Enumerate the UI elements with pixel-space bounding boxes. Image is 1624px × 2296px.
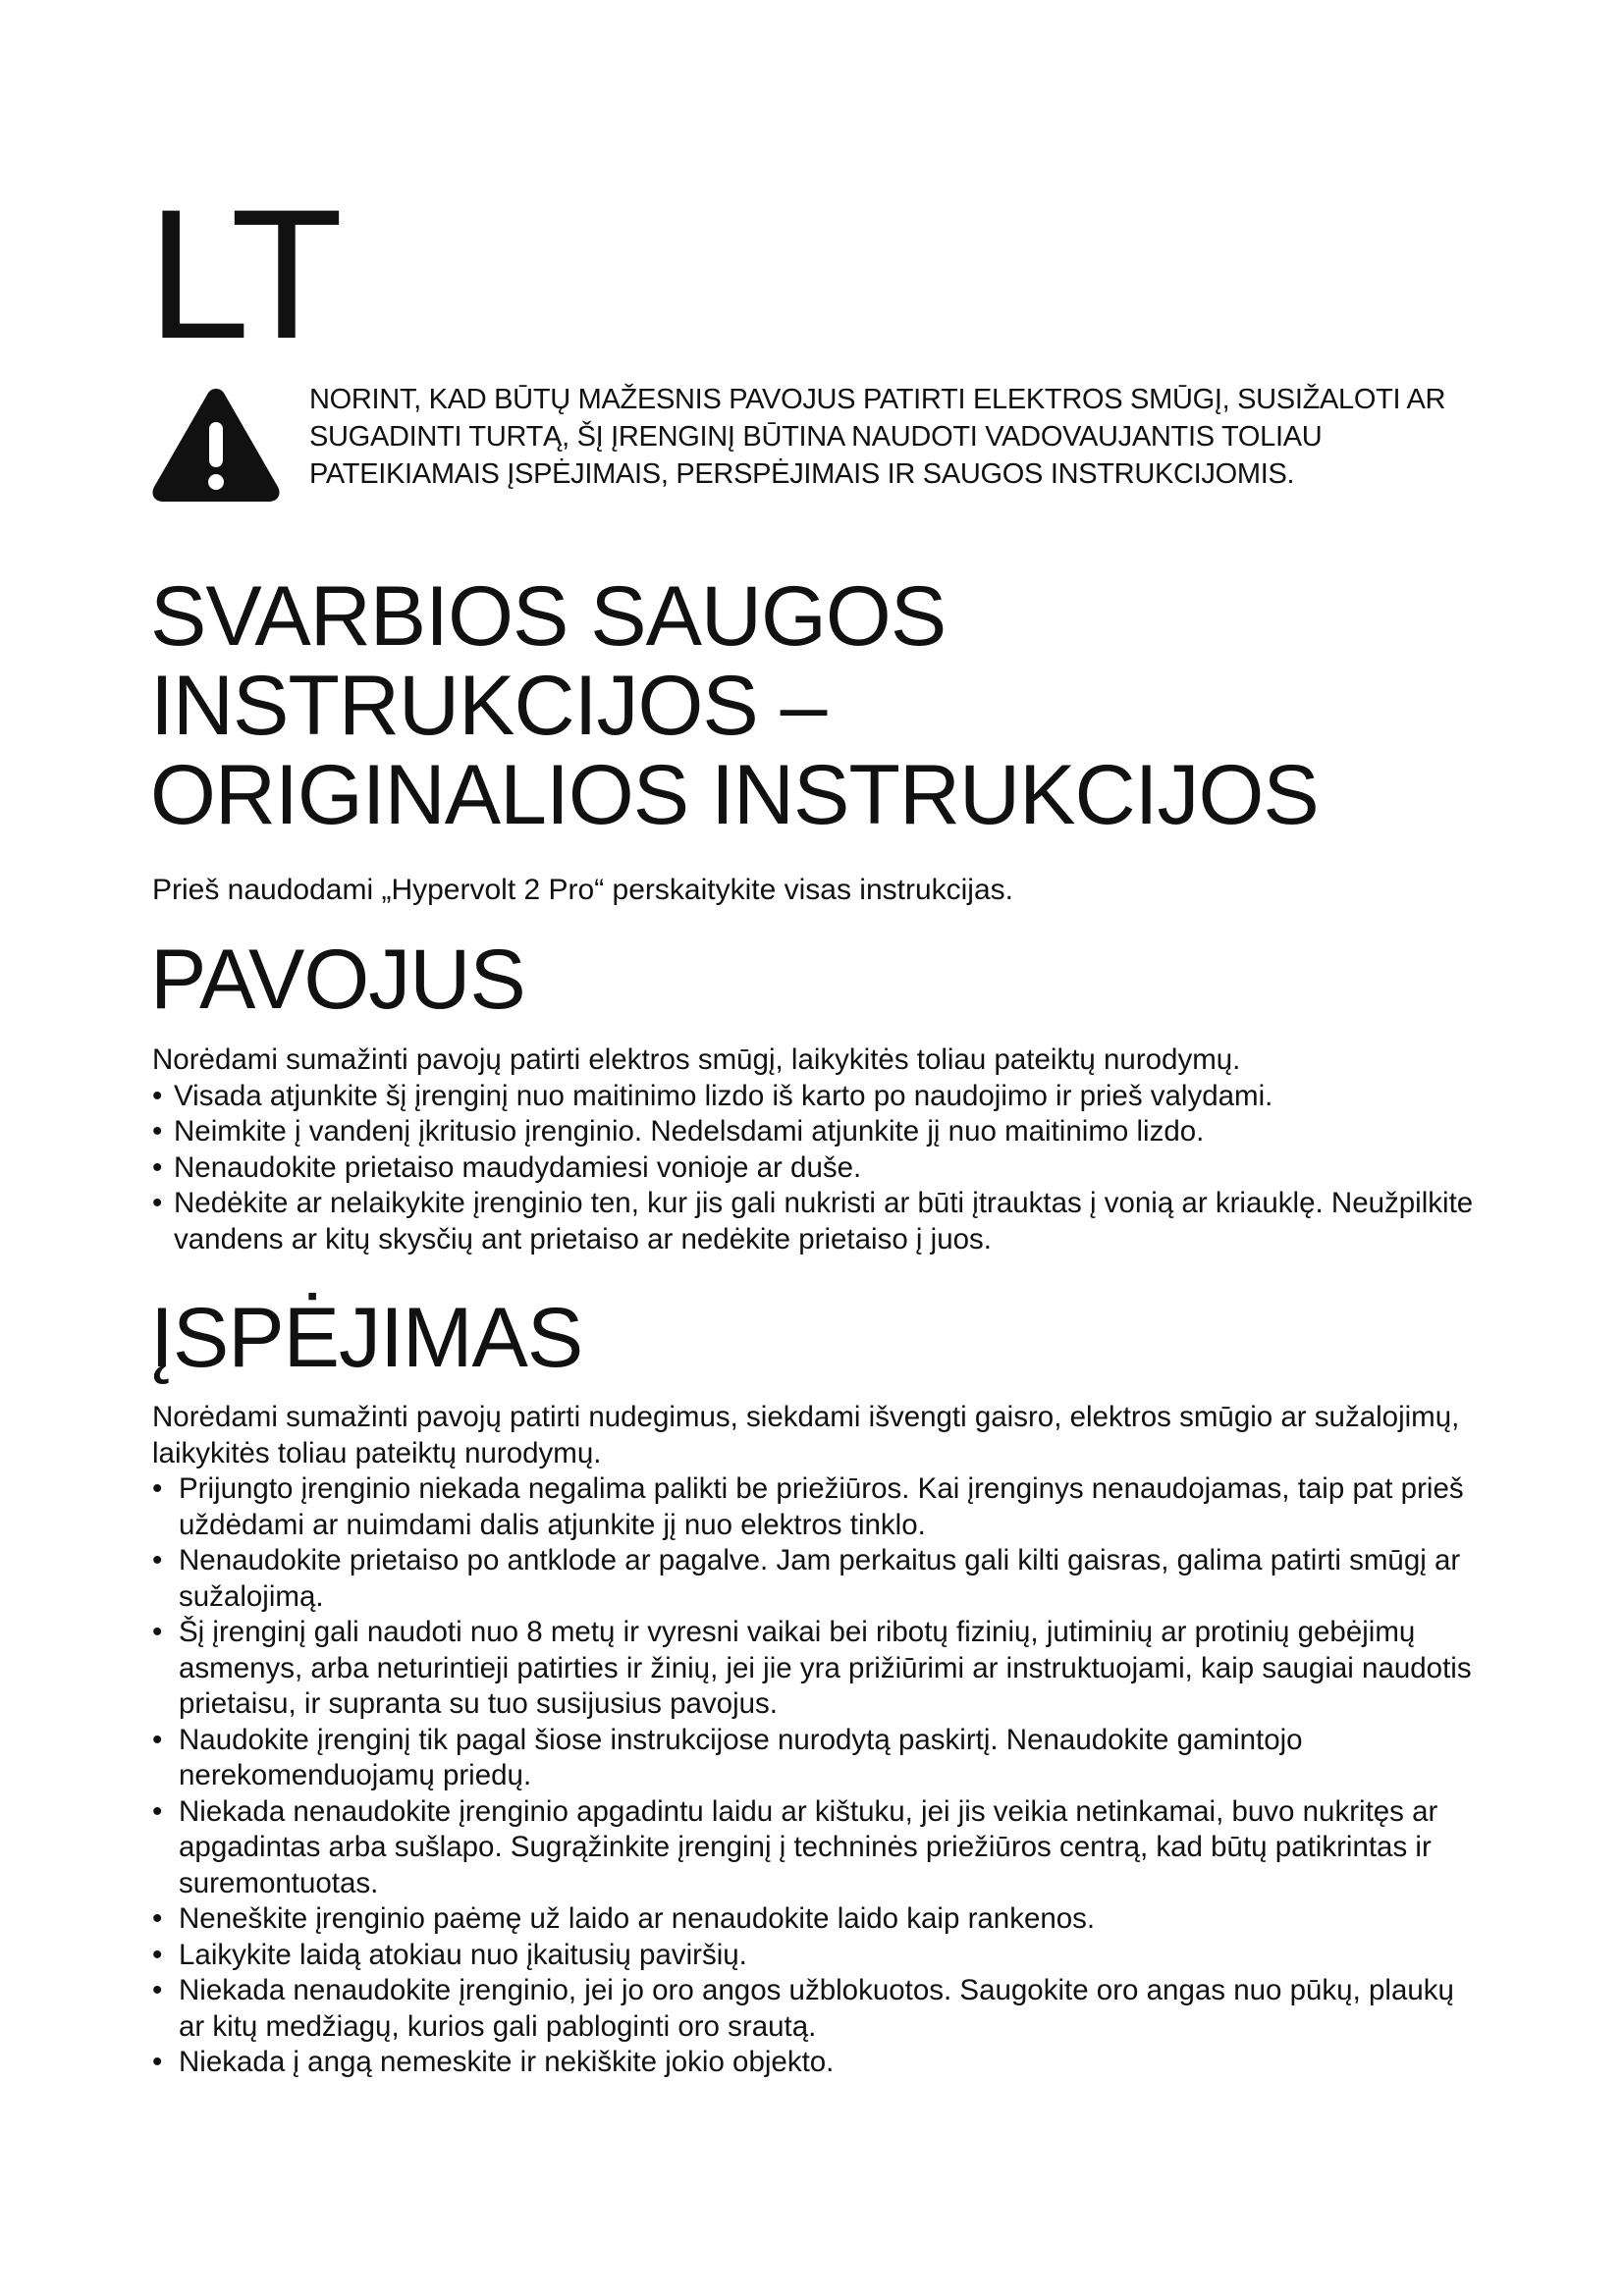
- list-item: • Neimkite į vandenį įkritusio įrenginio. Nedelsdami atjunkite jį nuo maitinimo lizdo.: [152, 1114, 1488, 1150]
- document-title: [150, 569, 1525, 842]
- danger-list: [152, 1079, 1488, 1258]
- title-line: SVARBIOS SAUGOS: [150, 569, 947, 664]
- list-item: • Visada atjunkite šį įrenginį nuo maitinimo lizdo iš karto po naudojimo ir prieš valydami.: [152, 1079, 1488, 1115]
- warning-lead: Norėdami sumažinti pavojų patirti nudegimus, siekdami išvengti gaisro, elektros smūgio ar sužalojimų, laikykitės toliau pateiktų nurodymų.: [152, 1401, 1460, 1469]
- list-item: • Nenaudokite prietaiso maudydamiesi vonioje ar duše.: [152, 1150, 1488, 1187]
- danger-section: [152, 1042, 1488, 1257]
- list-item: • Neneškite įrenginio paėmę už laido ar nenaudokite laido kaip rankenos.: [152, 1901, 1488, 1938]
- warning-list: [152, 1471, 1488, 2081]
- language-code: LT: [147, 171, 338, 377]
- title-line: INSTRUKCIJOS –: [150, 659, 827, 753]
- list-item: • Nenaudokite prietaiso po antklode ar pagalve. Jam perkaitus gali kilti gaisras, galima patirti smūgį ar sužalojimą.: [152, 1543, 1488, 1615]
- safety-notice: NORINT, KAD BŪTŲ MAŽESNIS PAVOJUS PATIRTI ELEKTROS SMŪGĮ, SUSIŽALOTI AR SUGADINTI TURTĄ, ŠĮ ĮRENGINĮ BŪTINA NAUDOTI VADOVAUJANTIS TOLIAU PATEIKIAMAIS ĮSPĖJIMAIS, PERSPĖJIMAIS IR SAUGOS INSTRUKCIJOMIS.: [309, 384, 1446, 490]
- intro-text: Prieš naudodami „Hypervolt 2 Pro“ perskaitykite visas instrukcijas.: [152, 874, 1013, 906]
- warning-heading: ĮSPĖJIMAS: [150, 1291, 583, 1385]
- list-item: • Niekada nenaudokite įrenginio, jei jo oro angos užblokuotos. Saugokite oro angas nuo pūkų, plaukų ar kitų medžiagų, kurios gali pabloginti oro srautą.: [152, 1973, 1488, 2045]
- warning-triangle-icon: [149, 385, 283, 505]
- list-item: • Prijungto įrenginio niekada negalima palikti be priežiūros. Kai įrenginys nenaudojamas, taip pat prieš uždėdami ar nuimdami dalis atjunkite jį nuo elektros tinklo.: [152, 1471, 1488, 1543]
- list-item: • Nedėkite ar nelaikykite įrenginio ten, kur jis gali nukristi ar būti įtrauktas į vonią ar kriauklę. Neužpilkite vandens ar kitų skysčių ant prietaiso ar nedėkite prietaiso į juos.: [152, 1186, 1488, 1257]
- warning-section: [152, 1400, 1488, 2081]
- list-item: • Laikykite laidą atokiau nuo įkaitusių paviršių.: [152, 1938, 1488, 1974]
- list-item: • Niekada nenaudokite įrenginio apgadintu laidu ar kištuku, jei jis veikia netinkamai, buvo nukritęs ar apgadintas arba sušlapo. Sugrąžinkite įrenginį į techninės priežiūros centrą, kad būtų patikrintas ir suremontuotas.: [152, 1794, 1488, 1902]
- list-item: • Naudokite įrenginį tik pagal šiose instrukcijose nurodytą paskirtį. Nenaudokite gamintojo nerekomenduojamų priedų.: [152, 1723, 1488, 1794]
- danger-lead: Norėdami sumažinti pavojų patirti elektros smūgį, laikykitės toliau pateiktų nurodymų.: [152, 1043, 1241, 1076]
- list-item: • Niekada į angą nemeskite ir nekiškite jokio objekto.: [152, 2045, 1488, 2081]
- title-line: ORIGINALIOS INSTRUKCIJOS: [150, 748, 1319, 842]
- list-item: • Šį įrenginį gali naudoti nuo 8 metų ir vyresni vaikai bei ribotų fizinių, jutiminių ar protinių gebėjimų asmenys, arba neturintieji patirties ir žinių, jei jie yra prižiūrimi ar instruktuojami, kaip saugiai naudotis prietaisu, ir supranta su tuo susijusius pavojus.: [152, 1615, 1488, 1723]
- danger-heading: PAVOJUS: [150, 933, 525, 1027]
